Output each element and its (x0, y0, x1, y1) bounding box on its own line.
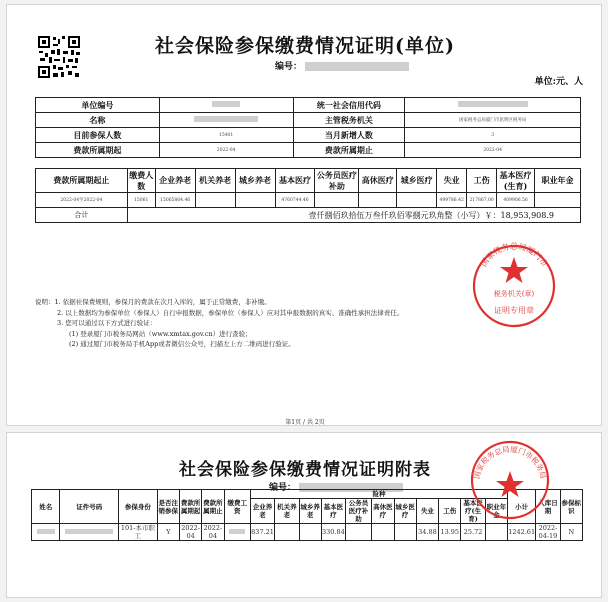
seal-star-icon (500, 257, 528, 283)
note-line: (2) 通过厦门市税务局手机App或者微信公众号，扫描左上方二维码进行验证。 (69, 340, 295, 348)
cell-wage (224, 524, 250, 541)
serial-number (275, 59, 409, 72)
info-label: 统一社会信用代码 (293, 98, 405, 113)
info-row (36, 98, 581, 113)
cell-medical: 4760744.46 (275, 193, 315, 208)
cell-empty (359, 193, 397, 208)
col-annuity: 职业年金 (485, 499, 507, 524)
col-unemployment: 失业 (416, 499, 438, 524)
total-label: 合计 (36, 208, 128, 223)
cell-injury: 217867.00 (467, 193, 497, 208)
page-number: 第1页 / 共 2页 (285, 419, 325, 426)
cell-empty (372, 524, 394, 541)
col-wage: 缴费工资 (224, 490, 250, 524)
cell-unemployment: 499786.42 (437, 193, 467, 208)
seal-middle-text: 税务机关(章) (493, 290, 535, 298)
col-identity: 参保身份 (119, 490, 158, 524)
cell-empty (397, 193, 437, 208)
col-civil-medical: 公务员医疗补助 (345, 499, 371, 524)
col-rural-medical: 城乡医疗 (394, 499, 416, 524)
cell-injury: 13.95 (439, 524, 461, 541)
cell-identity: 101-本市职工 (119, 524, 158, 541)
cell-insurance-mark: N (560, 524, 582, 541)
info-value (159, 98, 293, 113)
col-insurance-mark: 参保标识 (560, 490, 582, 524)
info-label: 目前参保人数 (36, 128, 160, 143)
note-line: 2. 以上数据均为参保单位（参保人）自行申报数据，参保单位（参保人）应对其申报数据的真实、准确性承担法律责任。 (57, 308, 404, 317)
cell-enterprise-pension: 837.21 (250, 524, 274, 541)
cell-count: 15061 (127, 193, 155, 208)
unit-label: 单位:元、人 (534, 77, 583, 87)
info-value (159, 113, 293, 128)
col-insurance-group: 险种 (250, 490, 507, 499)
col-annuity: 职业年金 (535, 169, 581, 193)
info-label: 费款所属期止 (293, 143, 405, 158)
appendix-seal (467, 437, 553, 523)
col-injury: 工伤 (467, 169, 497, 193)
notes-section (35, 297, 403, 350)
note-line: 3. 您可以通过以下方式进行验证： (57, 319, 157, 327)
info-label: 费款所属期起 (36, 143, 160, 158)
fee-table (35, 168, 581, 223)
cell-period-end: 2022-04 (203, 524, 223, 540)
info-label: 名称 (36, 113, 160, 128)
seal-org-text: 国家税务总局厦门市 (478, 242, 550, 269)
col-agency-pension: 机关养老 (195, 169, 235, 193)
cell-maternity: 409906.56 (497, 193, 535, 208)
col-maternity: 基本医疗(生育) (461, 499, 485, 524)
cell-cancelled: Y (157, 524, 179, 541)
official-seal (469, 241, 559, 331)
redacted-id (65, 529, 113, 534)
cell-maternity: 25.72 (461, 524, 485, 541)
col-rural-pension: 城乡养老 (235, 169, 275, 193)
cell-subtotal: 1242.61 (508, 524, 536, 541)
info-label: 单位编号 (36, 98, 160, 113)
cell-id-number (60, 524, 119, 541)
appendix-title: 社会保险参保缴费情况证明附表 (179, 460, 431, 480)
info-value (405, 98, 581, 113)
col-civil-medical: 公务员医疗补助 (316, 169, 357, 191)
redacted-value (212, 101, 240, 107)
cell-period: 2022-04至2022-04 (36, 193, 128, 208)
seal-star-icon (496, 471, 524, 497)
cell-period-start: 2022-04 (181, 524, 200, 540)
col-name: 姓名 (32, 490, 60, 524)
col-enterprise-pension: 企业养老 (250, 499, 274, 524)
redacted-name (37, 529, 55, 534)
certificate-page-1 (6, 4, 602, 426)
info-label: 当月新增人数 (293, 128, 405, 143)
col-count: 缴费人数 (129, 169, 154, 191)
info-row (36, 143, 581, 158)
col-rural-medical: 城乡医疗 (397, 169, 437, 193)
redacted-serial (305, 62, 409, 71)
cell-empty (299, 524, 321, 541)
col-retiree-medical: 高休医疗 (359, 169, 397, 193)
certificate-page-2 (6, 432, 602, 598)
cell-empty (275, 524, 299, 541)
col-subtotal: 小计 (508, 490, 536, 524)
col-injury: 工伤 (439, 499, 461, 524)
col-enterprise-pension: 企业养老 (155, 169, 195, 193)
col-rural-pension: 城乡养老 (299, 499, 321, 524)
note-line: (1) 登录厦门市税务局网站（www.xmtax.gov.cn）进行查验； (69, 329, 252, 338)
cell-empty (315, 193, 359, 208)
cell-name (32, 524, 60, 541)
info-value: 15401 (159, 128, 293, 143)
appendix-data-row (32, 524, 583, 541)
info-row (36, 128, 581, 143)
redacted-wage (229, 529, 245, 534)
col-agency-pension: 机关养老 (275, 499, 299, 524)
col-retiree-medical: 高休医疗 (372, 499, 394, 524)
unit-info-table (35, 97, 581, 158)
seal-bottom-text: 证明专用章 (494, 306, 534, 315)
info-row (36, 113, 581, 128)
col-id-number: 证件号码 (60, 490, 119, 524)
redacted-value (458, 101, 528, 107)
total-row (36, 208, 581, 223)
col-deposit-date: 入库日期 (536, 490, 560, 524)
col-period-start: 费款所属期起 (179, 490, 201, 524)
cell-empty (195, 193, 235, 208)
cell-medical: 330.84 (321, 524, 345, 541)
cell-empty (485, 524, 507, 541)
col-period-end: 费款所属期止 (202, 490, 224, 524)
cell-empty (235, 193, 275, 208)
redacted-value (194, 116, 258, 122)
note-text: 1. 依据社保费规则，参保月的费款在次月入库的，属于正常缴费，非补缴。 (54, 298, 271, 306)
info-value: 2022-04 (159, 143, 293, 158)
seal-org-text: 国家税务总局厦门市税务局 (472, 444, 548, 480)
col-period: 费款所属期起止 (36, 169, 128, 193)
serial-label: 编号： (275, 62, 303, 72)
cell-empty (394, 524, 416, 541)
fee-header-row (36, 169, 581, 193)
info-value: 2022-04 (405, 143, 581, 158)
col-medical: 基本医疗 (321, 499, 345, 524)
info-label: 主管税务机关 (293, 113, 405, 128)
fee-data-row (36, 193, 581, 208)
note-line (35, 297, 403, 308)
serial-label: 编号： (269, 483, 297, 493)
info-value: 3 (405, 128, 581, 143)
cell-empty (345, 524, 371, 541)
col-cancelled: 是否注销参保 (157, 490, 179, 524)
cell-unemployment: 34.88 (416, 524, 438, 541)
notes-title: 说明： (35, 298, 55, 306)
col-maternity: 基本医疗(生育) (497, 169, 535, 193)
total-amount: 壹仟捌佰玖拾伍万叁仟玖佰零捌元玖角整（小写）￥：18,953,908.9 (127, 208, 580, 223)
cell-deposit-date: 2022-04-19 (536, 524, 560, 541)
cell-empty (535, 193, 581, 208)
page-title: 社会保险参保缴费情况证明(单位) (155, 35, 455, 57)
info-value: 国家税务总局厦门市思明区税务局 (405, 113, 581, 128)
col-unemployment: 失业 (437, 169, 467, 193)
cell-enterprise-pension: 15065864.46 (155, 193, 195, 208)
col-medical: 基本医疗 (275, 169, 315, 193)
